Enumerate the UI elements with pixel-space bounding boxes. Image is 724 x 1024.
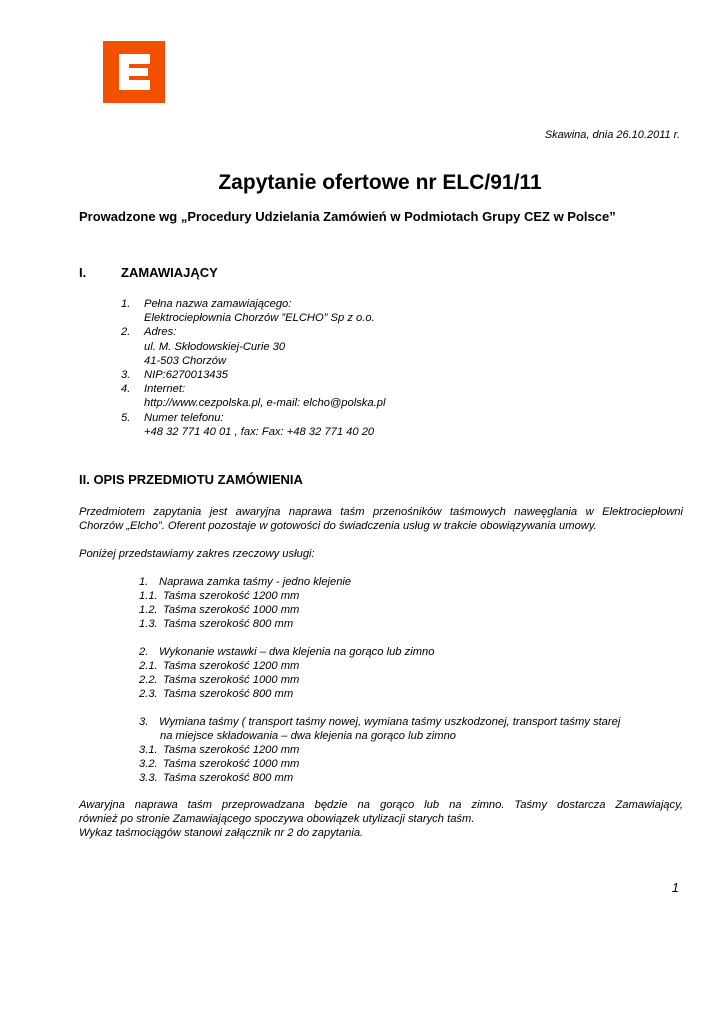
- paragraph-line: Chorzów „Elcho”. Oferent pozostaje w gotowości do świadczenia usług w trakcie obowiązywania umowy.: [79, 520, 597, 533]
- list-item-label: Pełna nazwa zamawiającego:: [144, 298, 292, 310]
- scope-sub-number: 3.3.: [139, 772, 158, 785]
- scope-sub-item: Taśma szerokość 1000 mm: [163, 758, 300, 771]
- scope-intro: [79, 547, 683, 561]
- section-heading-opis: II. OPIS PRZEDMIOTU ZAMÓWIENIA: [79, 472, 303, 487]
- scope-sub-item: Taśma szerokość 1200 mm: [163, 590, 300, 603]
- scope-group: [139, 645, 434, 701]
- paragraph-line: Poniżej przedstawiamy zakres rzeczowy usługi:: [79, 548, 315, 560]
- scope-number: 2.: [139, 646, 149, 658]
- page-number: 1: [671, 880, 679, 895]
- section-title: ZAMAWIAJĄCY: [121, 265, 218, 280]
- list-item-value: 41-503 Chorzów: [144, 354, 227, 367]
- list-item-value: Elektrociepłownia Chorzów ”ELCHO” Sp z o.o.: [144, 312, 375, 325]
- scope-title-continuation: na miejsce składowania – dwa klejenia na gorąco lub zimno: [160, 730, 457, 743]
- scope-sub-number: 2.2.: [139, 674, 158, 687]
- paragraph-line: również po stronie Zamawiającego spoczywa obowiązek utylizacji starych taśm.: [79, 813, 475, 826]
- paragraph-line: Awaryjna naprawa taśm przeprowadzana będzie na gorąco lub na zimno. Taśmy dostarcza Zamawiający,: [79, 799, 683, 811]
- document-title: Zapytanie ofertowe nr ELC/91/11: [218, 171, 542, 194]
- list-item: [121, 382, 385, 410]
- scope-number: 1.: [139, 576, 149, 588]
- scope-sub-number: 3.1.: [139, 744, 158, 757]
- scope-sub-item: Taśma szerokość 1000 mm: [163, 604, 300, 617]
- scope-group: [139, 575, 351, 631]
- scope-sub-number: 1.3.: [139, 618, 158, 631]
- list-item-number: 1.: [121, 298, 131, 310]
- scope-sub-item: Taśma szerokość 1000 mm: [163, 674, 300, 687]
- scope-sub-item: Taśma szerokość 800 mm: [163, 688, 294, 701]
- list-item-label: Adres:: [144, 326, 177, 339]
- paragraph-line: Przedmiotem zapytania jest awaryjna naprawa taśm przenośników taśmowych naweęglania w Elektrociepłowni: [79, 506, 683, 518]
- list-item-label: NIP:6270013435: [144, 369, 228, 382]
- section-number: I.: [79, 265, 87, 280]
- section-heading-zamawiajacy: [79, 265, 218, 280]
- scope-sub-number: 2.3.: [139, 688, 158, 701]
- list-item-number: 4.: [121, 383, 131, 396]
- list-item-value: +48 32 771 40 01 , fax: Fax: +48 32 771 40 20: [144, 425, 375, 438]
- scope-sub-number: 3.2.: [139, 758, 158, 771]
- list-item-number: 2.: [121, 326, 131, 339]
- scope-title: Naprawa zamka taśmy - jedno klejenie: [159, 576, 352, 588]
- list-item-label: Internet:: [144, 383, 186, 396]
- intro-paragraph: [79, 505, 683, 533]
- list-item: [121, 325, 385, 368]
- list-item-label: Numer telefonu:: [144, 411, 224, 424]
- scope-title: Wymiana taśmy ( transport taśmy nowej, wymiana taśmy uszkodzonej, transport taśmy starej: [159, 716, 621, 728]
- cez-logo-icon: [103, 41, 165, 103]
- closing-paragraph: [79, 798, 683, 841]
- document-subtitle: Prowadzone wg „Procedury Udzielania Zamówień w Podmiotach Grupy CEZ w Polsce”: [79, 209, 616, 224]
- list-item-number: 5.: [121, 411, 131, 424]
- list-item-value: ul. M. Skłodowskiej-Curie 30: [144, 340, 286, 353]
- scope-sub-number: 1.2.: [139, 604, 158, 617]
- paragraph-line: Wykaz taśmociągów stanowi załącznik nr 2 do zapytania.: [79, 827, 364, 840]
- list-item-value: http://www.cezpolska.pl, e-mail: elcho@polska.pl: [144, 397, 386, 410]
- list-item-number: 3.: [121, 369, 131, 382]
- scope-sub-item: Taśma szerokość 800 mm: [163, 772, 294, 785]
- list-item: [121, 411, 385, 439]
- scope-sub-number: 1.1.: [139, 590, 158, 603]
- list-item: [121, 297, 385, 325]
- scope-sub-number: 2.1.: [139, 660, 158, 673]
- document-date: Skawina, dnia 26.10.2011 r.: [544, 129, 680, 141]
- scope-sub-item: Taśma szerokość 1200 mm: [163, 660, 300, 673]
- scope-sub-item: Taśma szerokość 800 mm: [163, 618, 294, 631]
- scope-number: 3.: [139, 716, 149, 728]
- scope-group: [139, 715, 620, 785]
- scope-sub-item: Taśma szerokość 1200 mm: [163, 744, 300, 757]
- contracting-party-list: [121, 297, 385, 439]
- list-item: [121, 368, 385, 382]
- scope-title: Wykonanie wstawki – dwa klejenia na gorąco lub zimno: [159, 646, 435, 658]
